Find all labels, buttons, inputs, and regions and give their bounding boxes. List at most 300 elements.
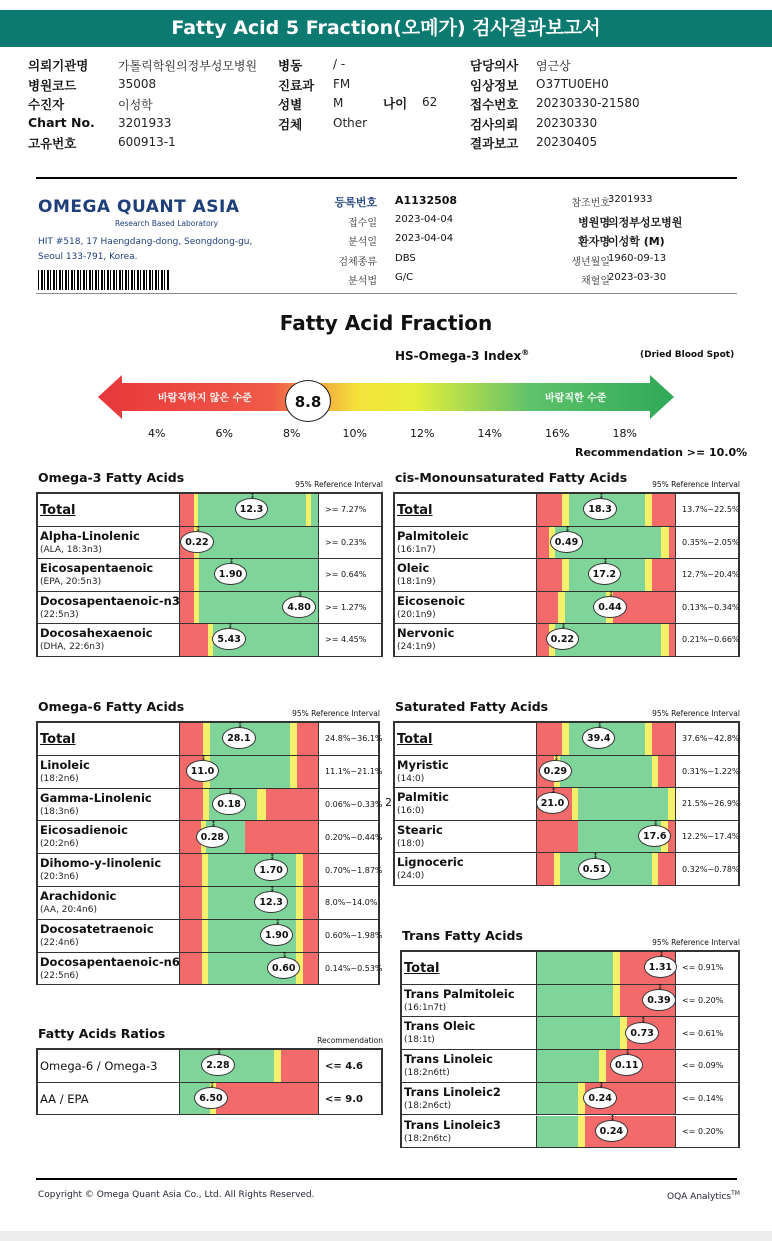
index-tick: 12% — [410, 427, 435, 440]
table-row — [400, 1050, 738, 1083]
value-pointer-icon: ↕ — [209, 1080, 216, 1089]
result-value-bubble: 0.18 — [212, 793, 245, 815]
result-value-bubble: 17.2 — [588, 563, 621, 585]
fatty-acid-name: Eicosenoic — [397, 593, 466, 608]
table-row — [36, 887, 378, 920]
value-pointer-icon: ↕ — [269, 885, 276, 894]
ratio-name: Omega-6 / Omega-3 — [40, 1059, 158, 1073]
table-row — [36, 559, 381, 592]
fatty-acid-name: Eicosadienoic — [40, 823, 128, 838]
reference-range: >= 1.27% — [325, 602, 367, 612]
bar-segment — [652, 756, 659, 788]
bar-segment — [274, 1050, 281, 1082]
bar-segment — [537, 1083, 578, 1115]
lab-field-label: 분석법 — [348, 276, 377, 287]
fatty-acid-name: Stearic — [397, 822, 443, 837]
bar-segment — [290, 756, 297, 788]
header-label: Chart No. — [28, 114, 95, 130]
value-pointer-icon: ↕ — [249, 492, 256, 501]
bar-segment — [297, 723, 318, 755]
reference-range: 8.0%~14.0% — [325, 898, 378, 908]
fatty-acid-name: Linoleic — [40, 757, 90, 772]
value-pointer-icon: ↕ — [609, 1113, 616, 1122]
bar-segment — [645, 723, 652, 755]
fatty-acid-code: (18:1n9) — [397, 577, 436, 587]
value-pointer-icon: ↕ — [227, 622, 234, 631]
result-value-bubble: 17.6 — [638, 825, 671, 847]
reference-range: 0.35%~2.05% — [682, 537, 740, 547]
value-pointer-icon: ↕ — [227, 787, 234, 795]
total-label: Total — [397, 503, 433, 518]
fatty-acid-code: (16:1n7) — [397, 544, 436, 555]
header-value: FM — [333, 76, 351, 91]
header-value: / - — [333, 57, 346, 71]
fatty-acid-code: (18:2n6ct) — [404, 1100, 452, 1111]
result-bar — [179, 920, 319, 952]
lab-field-value: DBS — [395, 252, 416, 264]
bar-segment — [281, 1050, 318, 1082]
index-tick: 6% — [215, 427, 233, 440]
index-value-bubble — [285, 380, 331, 422]
bar-segment — [303, 887, 318, 919]
section-title: Omega-3 Fatty Acids — [38, 470, 185, 485]
bar-segment — [180, 592, 194, 624]
value-pointer-icon: ↕ — [200, 754, 207, 763]
result-value-bubble: 4.80 — [282, 596, 315, 618]
reference-range: <= 9.0 — [325, 1093, 363, 1105]
result-value-bubble: 0.22 — [180, 531, 213, 553]
bar-segment — [668, 788, 675, 820]
lab-field-label: 병원명 — [578, 215, 610, 229]
reference-range: 37.6%~42.8% — [682, 734, 740, 744]
bar-segment — [537, 1116, 578, 1148]
bar-segment — [560, 756, 651, 788]
bar-segment — [669, 624, 675, 656]
result-value-bubble: 12.3 — [254, 891, 287, 913]
bar-segment — [303, 854, 318, 886]
header-label: 병동 — [278, 58, 303, 73]
oqa-analytics — [667, 1190, 740, 1202]
bar-segment — [180, 854, 202, 886]
fatty-acid-name: Myristic — [397, 757, 449, 772]
lab-field-value: 의정부성모병원 — [608, 215, 683, 229]
bar-segment — [180, 953, 202, 985]
result-bar — [179, 559, 319, 591]
header-value: 600913-1 — [118, 135, 176, 149]
header-value: 35008 — [118, 76, 157, 91]
bar-segment — [562, 494, 569, 526]
bar-segment — [216, 1083, 318, 1115]
reference-range: <= 0.09% — [682, 1061, 724, 1071]
result-value-bubble: 0.39 — [642, 989, 675, 1011]
header-value: 20230330-21580 — [536, 96, 640, 110]
fatty-acid-name: Palmitoleic — [397, 528, 469, 543]
result-value-bubble: 21.0 — [536, 792, 569, 814]
reference-range: >= 0.23% — [325, 537, 367, 547]
fatty-acid-name: Oleic — [397, 561, 430, 575]
index-tick: 4% — [148, 427, 166, 440]
header-label: 병원코드 — [28, 77, 77, 93]
lab-field-value: 2023-04-04 — [395, 213, 454, 225]
header-value: 가톨릭학원의정부성모병원 — [118, 59, 258, 73]
bar-segment — [562, 559, 569, 591]
bar-segment — [180, 624, 208, 656]
fatty-acid-code: (18:1t) — [404, 1035, 435, 1046]
bar-segment — [203, 723, 210, 755]
header-label: 접수번호 — [470, 97, 519, 112]
oqa-text: OQA Analytics — [667, 1192, 732, 1202]
bar-segment — [554, 853, 561, 885]
table-row — [36, 624, 381, 657]
header-value: 20230405 — [536, 135, 598, 149]
table-row — [400, 952, 738, 985]
fatty-acid-fraction-title: Fatty Acid Fraction — [279, 311, 493, 335]
bar-segment — [613, 985, 620, 1017]
reference-interval-header: 95% Reference Interval — [292, 709, 380, 718]
bar-segment — [296, 920, 303, 952]
section-title: Trans Fatty Acids — [402, 928, 523, 943]
recommendation: Recommendation >= 10.0% — [575, 446, 748, 459]
reference-range: 24.8%~36.1% — [325, 734, 383, 744]
table-row — [400, 1017, 738, 1050]
section-title: Fatty Acids Ratios — [38, 1026, 166, 1041]
result-value-bubble: 1.31 — [644, 956, 677, 978]
fatty-acid-code: (22:5n6) — [40, 970, 79, 981]
reference-interval-header: 95% Reference Interval — [295, 480, 383, 489]
value-pointer-icon: ↕ — [237, 721, 244, 730]
reference-range: 0.60%~1.98% — [325, 931, 383, 941]
value-pointer-icon: ↕ — [210, 819, 217, 828]
bar-segment — [613, 952, 620, 984]
header-label: 담당의사 — [470, 58, 519, 73]
bar-segment — [296, 887, 303, 919]
index-value: 8.8 — [294, 393, 322, 411]
table-row — [393, 821, 738, 854]
result-bar — [179, 854, 319, 886]
lab-field-label: 접수일 — [348, 217, 377, 229]
bar-segment — [180, 723, 203, 755]
result-value-bubble: 0.60 — [267, 957, 300, 979]
fatty-acid-name: Trans Linoleic2 — [404, 1084, 501, 1099]
age-label: 나이 — [383, 96, 408, 111]
fatty-acid-code: (18:2n6tt) — [404, 1068, 450, 1079]
lab-field-label: 검체종류 — [338, 256, 377, 268]
bar-segment — [245, 821, 318, 853]
bar-segment — [180, 887, 202, 919]
fatty-acid-code: (AA, 20:4n6) — [40, 905, 97, 915]
result-bar — [179, 624, 319, 656]
bar-segment — [537, 494, 562, 526]
lab-address-1: HIT #518, 17 Haengdang-dong, Seongdong-gu, — [38, 237, 253, 247]
total-label: Total — [397, 732, 433, 747]
result-value-bubble: 0.51 — [578, 858, 611, 880]
bar-segment — [658, 756, 675, 788]
result-value-bubble: 0.11 — [610, 1054, 643, 1076]
table-row — [393, 494, 738, 527]
table-row — [36, 754, 383, 789]
index-tick: 10% — [342, 427, 367, 440]
bar-segment — [645, 494, 652, 526]
value-pointer-icon: ↕ — [275, 918, 281, 927]
lab-field-label: 분석일 — [348, 237, 377, 248]
fatty-acid-code: (18:3n6) — [40, 806, 79, 817]
value-pointer-icon: ↕ — [550, 786, 557, 795]
value-pointer-icon: ↕ — [602, 557, 609, 566]
table-row — [400, 985, 738, 1018]
bar-segment — [303, 953, 318, 985]
reference-range: 0.14%~0.53% — [325, 963, 383, 973]
value-pointer-icon: ↕ — [658, 950, 665, 959]
header-value: Other — [333, 115, 368, 130]
bar-segment — [210, 756, 290, 788]
fatty-acid-name: Docosatetraenoic — [40, 921, 154, 936]
table-row — [36, 951, 383, 986]
fatty-acid-name: Nervonic — [397, 626, 455, 640]
bar-segment — [199, 527, 318, 559]
bar-segment — [558, 592, 565, 624]
fatty-acid-name: Docosapentaenoic-n6 — [40, 954, 180, 969]
lab-field-value: 2023-03-30 — [608, 272, 667, 283]
fatty-acid-name: Eicosapentaenoic — [40, 561, 154, 575]
bar-segment — [661, 624, 669, 656]
header-label: 임상정보 — [470, 77, 519, 93]
value-pointer-icon: ↕ — [625, 1048, 631, 1057]
result-value-bubble: 12.3 — [235, 498, 268, 520]
result-value-bubble: 18.3 — [583, 498, 616, 520]
lab-logo: OMEGA QUANT ASIA — [38, 197, 240, 217]
bar-segment — [578, 1116, 585, 1148]
reference-range: 21.5%~26.9% — [682, 799, 740, 809]
header-value: M — [333, 96, 344, 110]
result-value-bubble: 39.4 — [582, 727, 615, 749]
patient-header — [28, 56, 748, 152]
result-value-bubble: 0.44 — [593, 596, 626, 618]
header-label: 검사의뢰 — [470, 116, 519, 132]
table-row — [36, 787, 383, 822]
reference-range: <= 0.61% — [682, 1028, 724, 1038]
index-tick: 8% — [283, 427, 301, 440]
table-row — [36, 819, 383, 854]
lab-field-label: 등록번호 — [334, 196, 377, 209]
result-value-bubble: 2.28 — [201, 1054, 234, 1076]
top-rule — [36, 177, 737, 179]
footer-rule — [36, 1178, 737, 1180]
reference-range: 0.32%~0.78% — [682, 864, 740, 874]
result-value-bubble: 1.90 — [214, 563, 247, 585]
lab-address-2: Seoul 133-791, Korea. — [38, 252, 138, 262]
total-label: Total — [404, 961, 440, 976]
bar-segment — [652, 494, 675, 526]
table-row — [36, 589, 381, 625]
bar-segment — [537, 1017, 620, 1049]
fatty-acid-name: Docosahexaenoic — [40, 626, 153, 640]
fatty-acid-code: (20:1n9) — [397, 609, 436, 620]
reference-interval-header: 95% Reference Interval — [652, 938, 740, 947]
bar-segment — [290, 723, 297, 755]
lab-field-label: 채혈일 — [581, 276, 610, 287]
fatty-acid-name: Gamma-Linolenic — [40, 790, 152, 805]
bar-segment — [652, 723, 675, 755]
header-value: 염근상 — [536, 59, 571, 73]
reference-range: <= 0.91% — [682, 963, 724, 973]
result-bar — [179, 1050, 319, 1082]
copyright: Copyright © Omega Quant Asia Co., Ltd. All Rights Reserved. — [38, 1190, 315, 1200]
result-value-bubble: 0.24 — [595, 1120, 628, 1142]
reference-range: <= 0.14% — [682, 1094, 724, 1104]
header-label: 결과보고 — [470, 136, 519, 151]
lab-field-value: 3201933 — [608, 194, 653, 205]
lab-field-value: 2023-04-04 — [395, 233, 454, 244]
result-value-bubble: 1.90 — [260, 924, 293, 946]
index-label-text: HS-Omega-3 Index — [395, 349, 522, 363]
lab-field-value: 1960-09-13 — [608, 252, 667, 264]
value-pointer-icon: ↕ — [297, 589, 304, 598]
bar-segment — [661, 527, 669, 559]
section-title: Omega-6 Fatty Acids — [38, 699, 185, 714]
tm-mark: TM — [731, 1190, 740, 1197]
result-bar — [179, 789, 319, 821]
fatty-acid-code: (DHA, 22:6n3) — [40, 642, 105, 652]
fatty-acid-code: (16:1n7t) — [404, 1002, 447, 1013]
value-pointer-icon: ↕ — [564, 524, 571, 533]
value-pointer-icon: ↕ — [597, 721, 603, 730]
bar-segment — [266, 789, 318, 821]
reference-interval-header: Recommendation — [317, 1036, 383, 1045]
index-tick: 18% — [612, 427, 637, 440]
bar-segment — [180, 789, 203, 821]
fatty-acid-code: (22:5n3) — [40, 609, 79, 620]
result-bar — [179, 887, 319, 919]
result-value-bubble: 0.73 — [625, 1022, 658, 1044]
value-pointer-icon: ↕ — [553, 753, 560, 762]
fatty-acid-code: (16:0) — [397, 806, 425, 817]
table-row — [36, 524, 381, 560]
bar-segment — [645, 559, 652, 591]
fatty-acid-name: Alpha-Linolenic — [40, 528, 140, 543]
index-tick: 16% — [545, 427, 570, 440]
section-title: Saturated Fatty Acids — [395, 699, 549, 714]
fatty-acid-name: Trans Palmitoleic — [404, 986, 515, 1001]
table-row — [36, 852, 383, 887]
bar-segment — [297, 756, 318, 788]
fatty-acid-code: (20:3n6) — [40, 872, 79, 883]
bar-segment — [562, 723, 569, 755]
value-pointer-icon: ↕ — [640, 1015, 647, 1024]
fatty-acid-name: Trans Oleic — [404, 1019, 476, 1034]
bar-segment — [180, 920, 202, 952]
bar-segment — [180, 559, 194, 591]
index-tick: 14% — [477, 427, 502, 440]
value-pointer-icon: ↕ — [592, 851, 599, 860]
table-row — [393, 853, 738, 886]
table-row — [36, 918, 383, 953]
bar-segment — [180, 494, 194, 526]
bar-segment — [669, 527, 675, 559]
fatty-acid-name: Docosapentaenoic-n3 — [40, 593, 180, 608]
report-title: Fatty Acid 5 Fraction(오메가) 검사결과보고서 — [171, 17, 601, 39]
reference-range: <= 4.6 — [325, 1061, 363, 1073]
value-pointer-icon: ↕ — [657, 983, 664, 992]
reference-range: 12.7%~20.4% — [682, 570, 740, 580]
fatty-acid-code: (24:1n9) — [397, 642, 436, 652]
lab-tagline: Research Based Laboratory — [115, 219, 219, 228]
fatty-acid-name: Dihomo-y-linolenic — [40, 856, 162, 871]
index-label — [395, 348, 529, 363]
header-value: 3201933 — [118, 115, 172, 130]
ratio-name: AA / EPA — [40, 1091, 89, 1106]
fatty-acid-code: (24:0) — [397, 871, 425, 882]
reference-range: 0.13%~0.34% — [682, 602, 740, 612]
bar-segment — [537, 559, 562, 591]
bar-segment — [652, 853, 659, 885]
bar-segment — [537, 821, 578, 853]
bar-segment — [658, 853, 675, 885]
total-label: Total — [40, 503, 76, 518]
reference-range: 13.7%~22.5% — [682, 505, 740, 515]
bar-segment — [537, 853, 554, 885]
bar-segment — [652, 559, 675, 591]
result-value-bubble: 0.28 — [196, 826, 229, 848]
fatty-acid-name: Arachidonic — [40, 889, 117, 903]
value-pointer-icon: ↕ — [598, 492, 605, 501]
table-row — [393, 753, 740, 789]
desirable-label: 바람직한 수준 — [545, 393, 607, 404]
bar-segment — [537, 1050, 599, 1082]
reference-range: 0.31%~1.22% — [682, 766, 740, 776]
table-row — [400, 1083, 738, 1116]
fatty-acid-name: Trans Linoleic — [404, 1052, 493, 1067]
header-label: 검체 — [278, 116, 303, 132]
fatty-acid-code: (22:4n6) — [40, 937, 79, 948]
total-label: Total — [40, 732, 76, 747]
result-value-bubble: 1.70 — [254, 859, 287, 881]
value-pointer-icon: ↕ — [608, 589, 615, 598]
report-title-bar — [0, 10, 772, 47]
bar-segment — [537, 527, 549, 559]
lab-rule — [36, 293, 737, 294]
bar-segment — [572, 788, 579, 820]
fatty-acid-code: (18:2n6tc) — [404, 1133, 452, 1144]
section-title: cis-Monounsaturated Fatty Acids — [395, 470, 628, 485]
page-bottom — [0, 1231, 772, 1241]
reference-range: <= 0.20% — [682, 996, 724, 1006]
dried-blood-spot: (Dried Blood Spot) — [640, 350, 735, 360]
result-value-bubble: 6.50 — [194, 1087, 227, 1109]
table-row — [393, 788, 738, 821]
reference-range: 0.70%~1.87% — [325, 865, 383, 875]
value-pointer-icon: ↕ — [282, 951, 288, 959]
fatty-acid-name: Lignoceric — [397, 855, 464, 870]
lab-field-label: 환자명 — [578, 235, 610, 248]
fatty-acid-code: (ALA, 18:3n3) — [40, 544, 102, 555]
undesirable-label: 바람직하지 않은 수준 — [158, 393, 252, 404]
value-pointer-icon: ↕ — [195, 524, 202, 533]
bar-segment — [303, 920, 318, 952]
lab-field-label: 생년월일 — [571, 256, 610, 268]
bar-segment — [537, 952, 613, 984]
reference-interval-header: 95% Reference Interval — [652, 709, 740, 718]
result-value-bubble: 0.24 — [583, 1087, 616, 1109]
table-row — [36, 1050, 381, 1083]
reference-interval-header: 95% Reference Interval — [652, 480, 740, 489]
lab-field-value: G/C — [395, 272, 414, 283]
reference-range: <= 0.20% — [682, 1126, 724, 1136]
bar-segment — [311, 494, 318, 526]
table-row — [393, 723, 738, 756]
bar-segment — [578, 788, 668, 820]
bar-segment — [537, 723, 562, 755]
table-row — [36, 721, 383, 756]
